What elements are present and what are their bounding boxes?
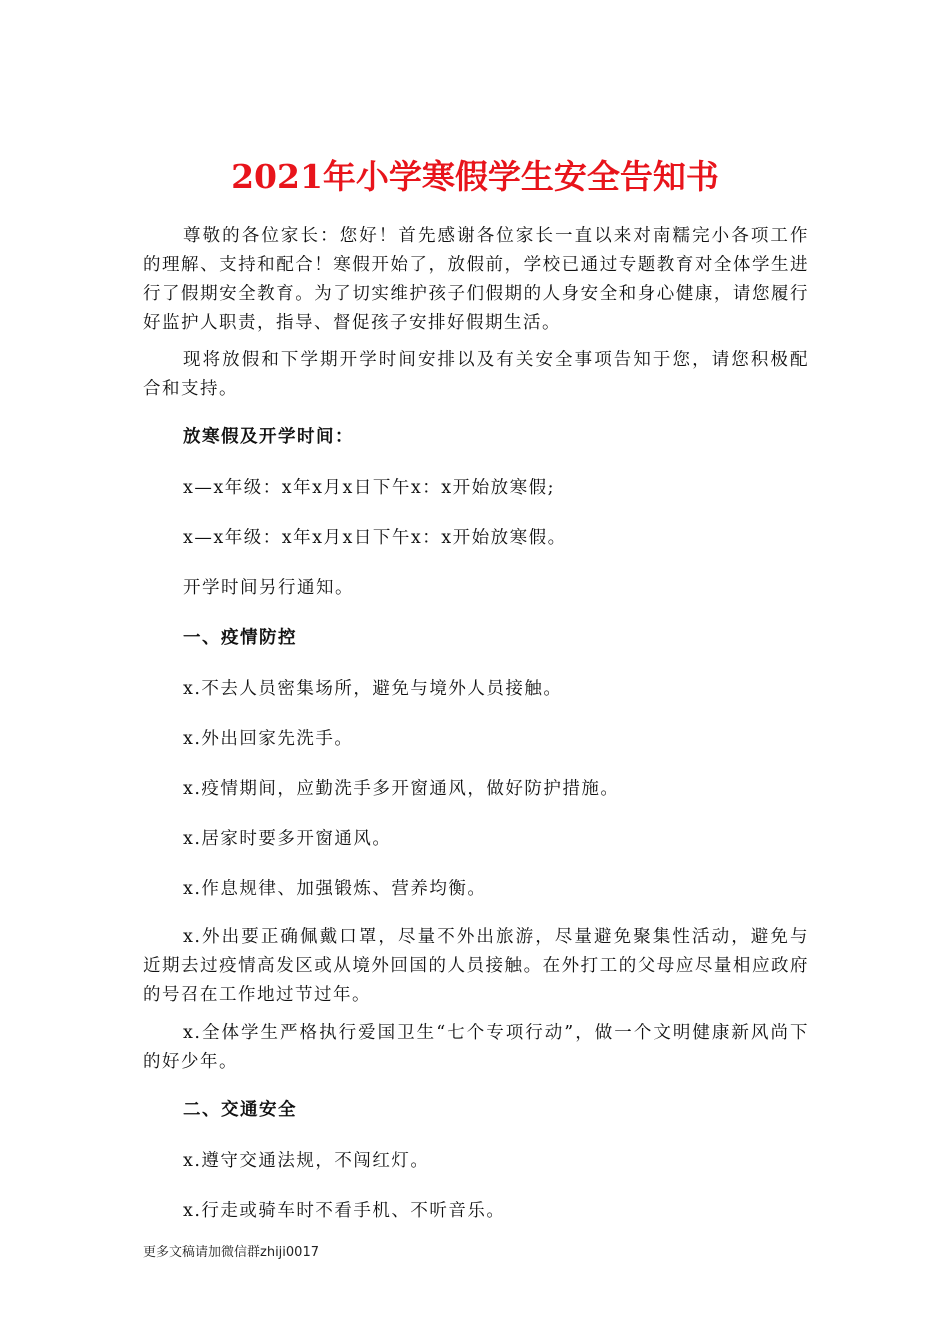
section-heading-traffic: 二、交通安全 bbox=[183, 1100, 297, 1120]
list-item-long: x.外出要正确佩戴口罩，尽量不外出旅游，尽量避免聚集性活动，避免与近期去过疫情高发区或从境外回国的人员接触。在外打工的父母应尽量相应政府的号召在工作地过节过年。 bbox=[143, 927, 809, 1005]
list-item: x.遵守交通法规，不闯红灯。 bbox=[183, 1151, 430, 1171]
document-title: 2021年小学寒假学生安全告知书 bbox=[231, 157, 719, 196]
notice-paragraph: 现将放假和下学期开学时间安排以及有关安全事项告知于您，请您积极配合和支持。 bbox=[143, 350, 809, 399]
list-item: x.不去人员密集场所，避免与境外人员接触。 bbox=[183, 679, 563, 699]
footer-note: 更多文稿请加微信群zhiji0017 bbox=[143, 1245, 319, 1260]
section-heading-epidemic: 一、疫情防控 bbox=[183, 628, 297, 648]
list-item: x.居家时要多开窗通风。 bbox=[183, 829, 392, 849]
list-item: x.疫情期间，应勤洗手多开窗通风，做好防护措施。 bbox=[183, 779, 620, 799]
list-item-long: x.全体学生严格执行爱国卫生“七个专项行动”，做一个文明健康新风尚下的好少年。 bbox=[143, 1023, 809, 1072]
school-start-note: 开学时间另行通知。 bbox=[183, 578, 354, 598]
schedule-heading: 放寒假及开学时间： bbox=[183, 427, 354, 447]
schedule-line: x—x年级：x年x月x日下午x：x开始放寒假。 bbox=[183, 528, 567, 548]
list-item: x.作息规律、加强锻炼、营养均衡。 bbox=[183, 879, 487, 899]
list-item: x.外出回家先洗手。 bbox=[183, 729, 354, 749]
intro-paragraph: 尊敬的各位家长：您好！首先感谢各位家长一直以来对南糯完小各项工作的理解、支持和配合！寒假开始了，放假前，学校已通过专题教育对全体学生进行了假期安全教育。为了切实维护孩子们假期的人身安全和身心健康，请您履行好监护人职责，指导、督促孩子安排好假期生活。 bbox=[143, 226, 809, 333]
schedule-line: x—x年级：x年x月x日下午x：x开始放寒假; bbox=[183, 478, 555, 498]
list-item: x.行走或骑车时不看手机、不听音乐。 bbox=[183, 1201, 506, 1221]
